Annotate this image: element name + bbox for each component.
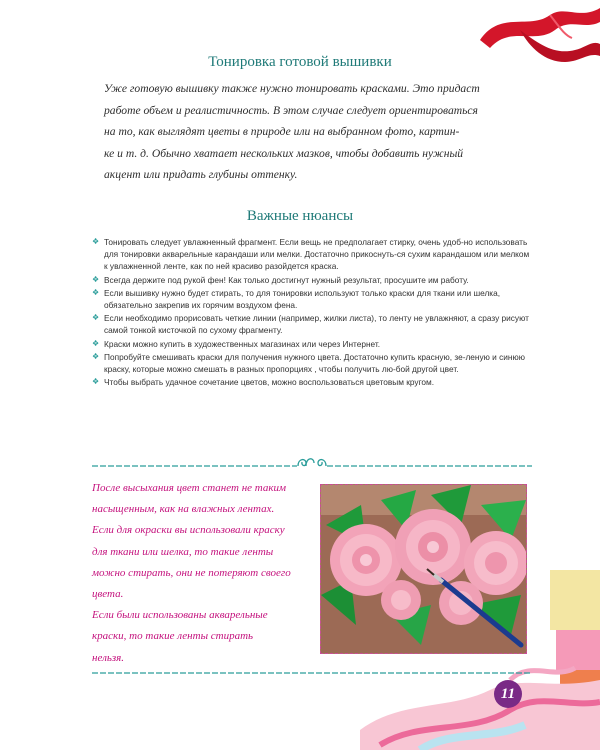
list-item: ❖ Если вышивку нужно будет стирать, то для тонировки используют только краски для ткани или шелка, обязательно закрепив их горячим воздухом фена. (92, 287, 501, 311)
note-line: После высыхания цвет станет не таким (92, 482, 287, 494)
ribbon-roses-image (321, 485, 527, 654)
diamond-bullet-icon: ❖ (92, 237, 100, 246)
list-item: ❖ Чтобы выбрать удачное сочетание цветов, можно воспользоваться цветовым кругом. (92, 377, 435, 388)
note-line: Если для окраски вы использовали краску (92, 524, 285, 537)
diamond-bullet-icon: ❖ (92, 377, 100, 387)
intro-line: работе объем и реалистичность. В этом случае следует ориентироваться (104, 103, 478, 117)
ornamental-divider-bottom (92, 666, 532, 680)
section-subtitle: Важные нюансы (246, 208, 354, 224)
list-item: ❖ Всегда держите под рукой фен! Как только достигнут нужный результат, просушите им работу. (92, 274, 469, 285)
page-number-badge: 11 (494, 680, 522, 708)
note-line: краски, то такие ленты стирать (92, 630, 254, 643)
ornamental-divider-top (92, 455, 532, 469)
intro-line: Уже готовую вышивку также нужно тонировать красками. Это придаст (104, 82, 480, 95)
tip-note (92, 478, 312, 669)
diamond-bullet-icon: ❖ (92, 351, 100, 361)
note-line: цвета. (92, 588, 124, 601)
intro-line: на то, как выглядят цветы в природе или на выбранном фото, картин- (104, 125, 460, 138)
intro-paragraph (104, 78, 534, 186)
note-line: насыщенным, как на влажных лентах. (92, 503, 275, 516)
list-item: ❖ Тонировать следует увлажненный фрагмент. Если вещь не предполагает стирку, очень удоб-но использовать для тонировки акварельные карандаши или мелки. Достаточно прикоснуть-ся сухим карандашом или мелком к увлажненной ленте, как по ней красиво разойдется краска. (92, 237, 530, 272)
intro-line: акцент или придать глубины оттенку. (104, 168, 298, 181)
note-line: нельзя. (92, 651, 125, 664)
note-line: можно стирать, они не потеряют своего (92, 566, 291, 579)
diamond-bullet-icon: ❖ (92, 287, 100, 297)
note-line: Если были использованы акварельные (92, 609, 268, 622)
tips-list (92, 236, 532, 389)
diamond-bullet-icon: ❖ (92, 274, 100, 284)
list-item: ❖ Попробуйте смешивать краски для получения нужного цвета. Достаточно купить красную, зе-леную и синюю краску, которые можно смешать в разных пропорциях , чтобы получить лю-бой другой цвет. (92, 351, 525, 375)
diamond-bullet-icon: ❖ (92, 338, 100, 348)
note-line: для ткани или шелка, то такие ленты (92, 545, 274, 558)
section-title: Тонировка готовой вышивки (208, 54, 392, 70)
list-item: ❖ Если необходимо прорисовать четкие линии (например, жилки листа), то ленту не увлажняют, а сразу рисуют самой тонкой кисточкой по сухому фрагменту. (92, 313, 529, 336)
intro-line: ке и т. д. Обычно хватает нескольких мазков, чтобы добавить нужный (104, 146, 464, 160)
diamond-bullet-icon: ❖ (92, 313, 100, 323)
list-item: ❖ Краски можно купить в художественных магазинах или через Интернет. (92, 338, 381, 349)
roses-photo (320, 484, 527, 654)
